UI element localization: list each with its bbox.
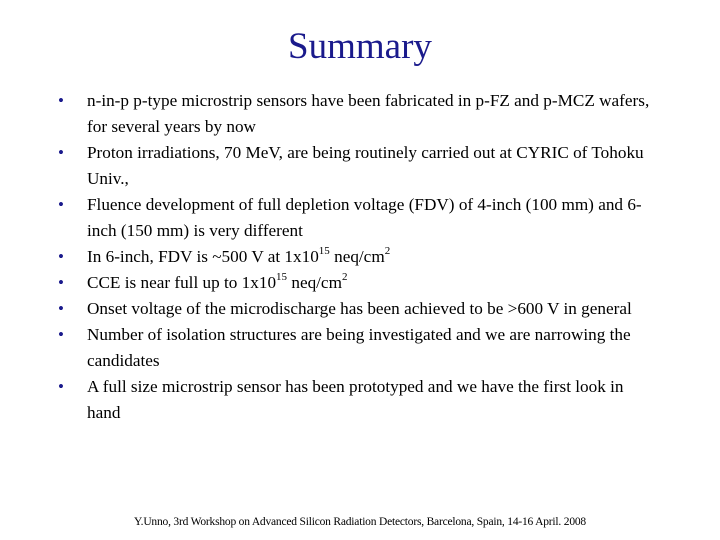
bullet-text: A full size microstrip sensor has been prototyped and we have the first look in hand <box>87 377 624 422</box>
exponent: 15 <box>276 271 288 284</box>
bullet-text: n-in-p p-type microstrip sensors have been fabricated in p-FZ and p-MCZ wafers, for several years by now <box>87 91 650 136</box>
bullet-item <box>58 140 658 192</box>
bullet-item <box>58 296 658 322</box>
bullet-dot-icon: • <box>58 377 64 396</box>
exponent: 15 <box>318 245 330 258</box>
bullet-dot-icon: • <box>58 299 64 318</box>
bullet-dot-icon: • <box>58 247 64 266</box>
bullet-text: Fluence development of full depletion voltage (FDV) of 4-inch (100 mm) and 6-inch (150 mm) is very different <box>87 195 642 240</box>
bullet-text <box>87 247 390 266</box>
exponent: 2 <box>384 245 391 258</box>
bullet-dot-icon: • <box>58 143 64 162</box>
exponent: 2 <box>341 271 348 284</box>
slide-footer: Y.Unno, 3rd Workshop on Advanced Silicon Radiation Detectors, Barcelona, Spain, 14-16 April. 2008 <box>134 516 586 528</box>
bullet-item <box>58 244 658 270</box>
bullet-item <box>58 192 658 244</box>
slide-title: Summary <box>288 26 432 67</box>
bullet-text-part: In 6-inch, FDV is ~500 V at 1x10 <box>87 247 319 266</box>
bullet-text-part: neq/cm <box>329 247 385 266</box>
bullet-dot-icon: • <box>58 273 64 292</box>
bullet-text: Number of isolation structures are being investigated and we are narrowing the candidates <box>87 325 631 370</box>
bullet-dot-icon: • <box>58 195 64 214</box>
bullet-text: Proton irradiations, 70 MeV, are being routinely carried out at CYRIC of Tohoku Univ., <box>87 143 644 188</box>
bullet-dot-icon: • <box>58 325 64 344</box>
bullet-item <box>58 374 658 426</box>
bullet-dot-icon: • <box>58 91 64 110</box>
bullet-item <box>58 88 658 140</box>
bullet-text-part: neq/cm <box>287 273 342 292</box>
bullet-list <box>58 88 658 426</box>
bullet-text-part: CCE is near full up to 1x10 <box>87 273 277 292</box>
bullet-item <box>58 270 658 296</box>
bullet-item <box>58 322 658 374</box>
bullet-text <box>87 273 347 292</box>
bullet-text: Onset voltage of the microdischarge has been achieved to be >600 V in general <box>87 299 632 318</box>
